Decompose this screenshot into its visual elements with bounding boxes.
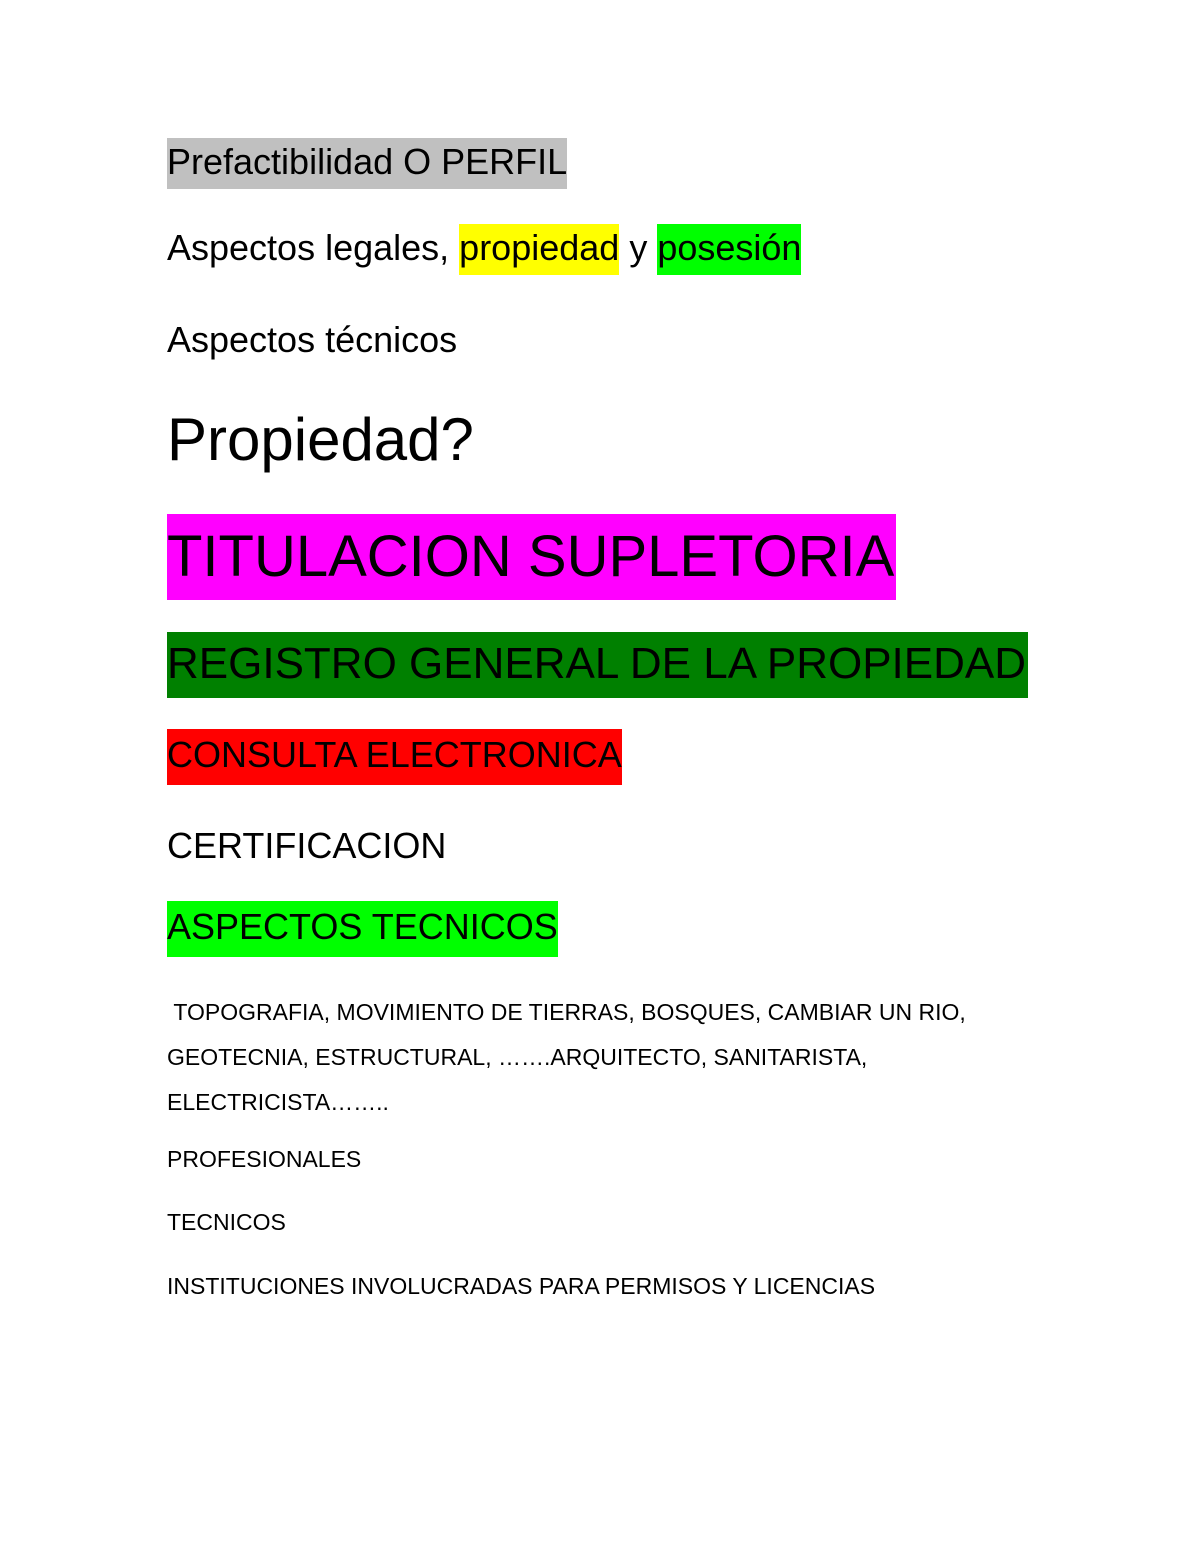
tecnicos-text: TECNICOS: [167, 1209, 286, 1235]
highlight-bright-green: ASPECTOS TECNICOS: [167, 901, 558, 957]
highlight-dark-green: REGISTRO GENERAL DE LA PROPIEDAD: [167, 632, 1028, 698]
highlight-gray: Prefactibilidad O PERFIL: [167, 138, 567, 189]
highlight-magenta: TITULACION SUPLETORIA: [167, 514, 896, 600]
registro-general-heading: [167, 632, 1028, 698]
aspectos-tecnicos-heading: [167, 901, 558, 957]
profesionales-text: PROFESIONALES: [167, 1146, 362, 1172]
technical-paragraph: TOPOGRAFIA, MOVIMIENTO DE TIERRAS, BOSQUES, CAMBIAR UN RIO, GEOTECNIA, ESTRUCTURAL, …….ARQUITECTO, SANITARISTA, ELECTRICISTA……..: [167, 999, 973, 1115]
question-propiedad: Propiedad?: [167, 406, 474, 473]
certificacion-text: CERTIFICACION: [167, 825, 447, 866]
legal-prefix-text: Aspectos legales,: [167, 227, 460, 268]
highlight-posesion: posesión: [657, 224, 801, 275]
highlight-propiedad: propiedad: [459, 224, 619, 275]
titulacion-supletoria-heading: [167, 514, 896, 600]
highlight-red: CONSULTA ELECTRONICA: [167, 729, 622, 785]
instituciones-text: INSTITUCIONES INVOLUCRADAS PARA PERMISOS Y LICENCIAS: [167, 1273, 876, 1299]
consulta-electronica-heading: [167, 729, 622, 785]
heading-prefactibilidad: [167, 138, 567, 189]
legal-middle-text: y: [619, 227, 658, 268]
technical-aspects-line: Aspectos técnicos: [167, 319, 458, 360]
legal-aspects-line: [167, 224, 801, 275]
